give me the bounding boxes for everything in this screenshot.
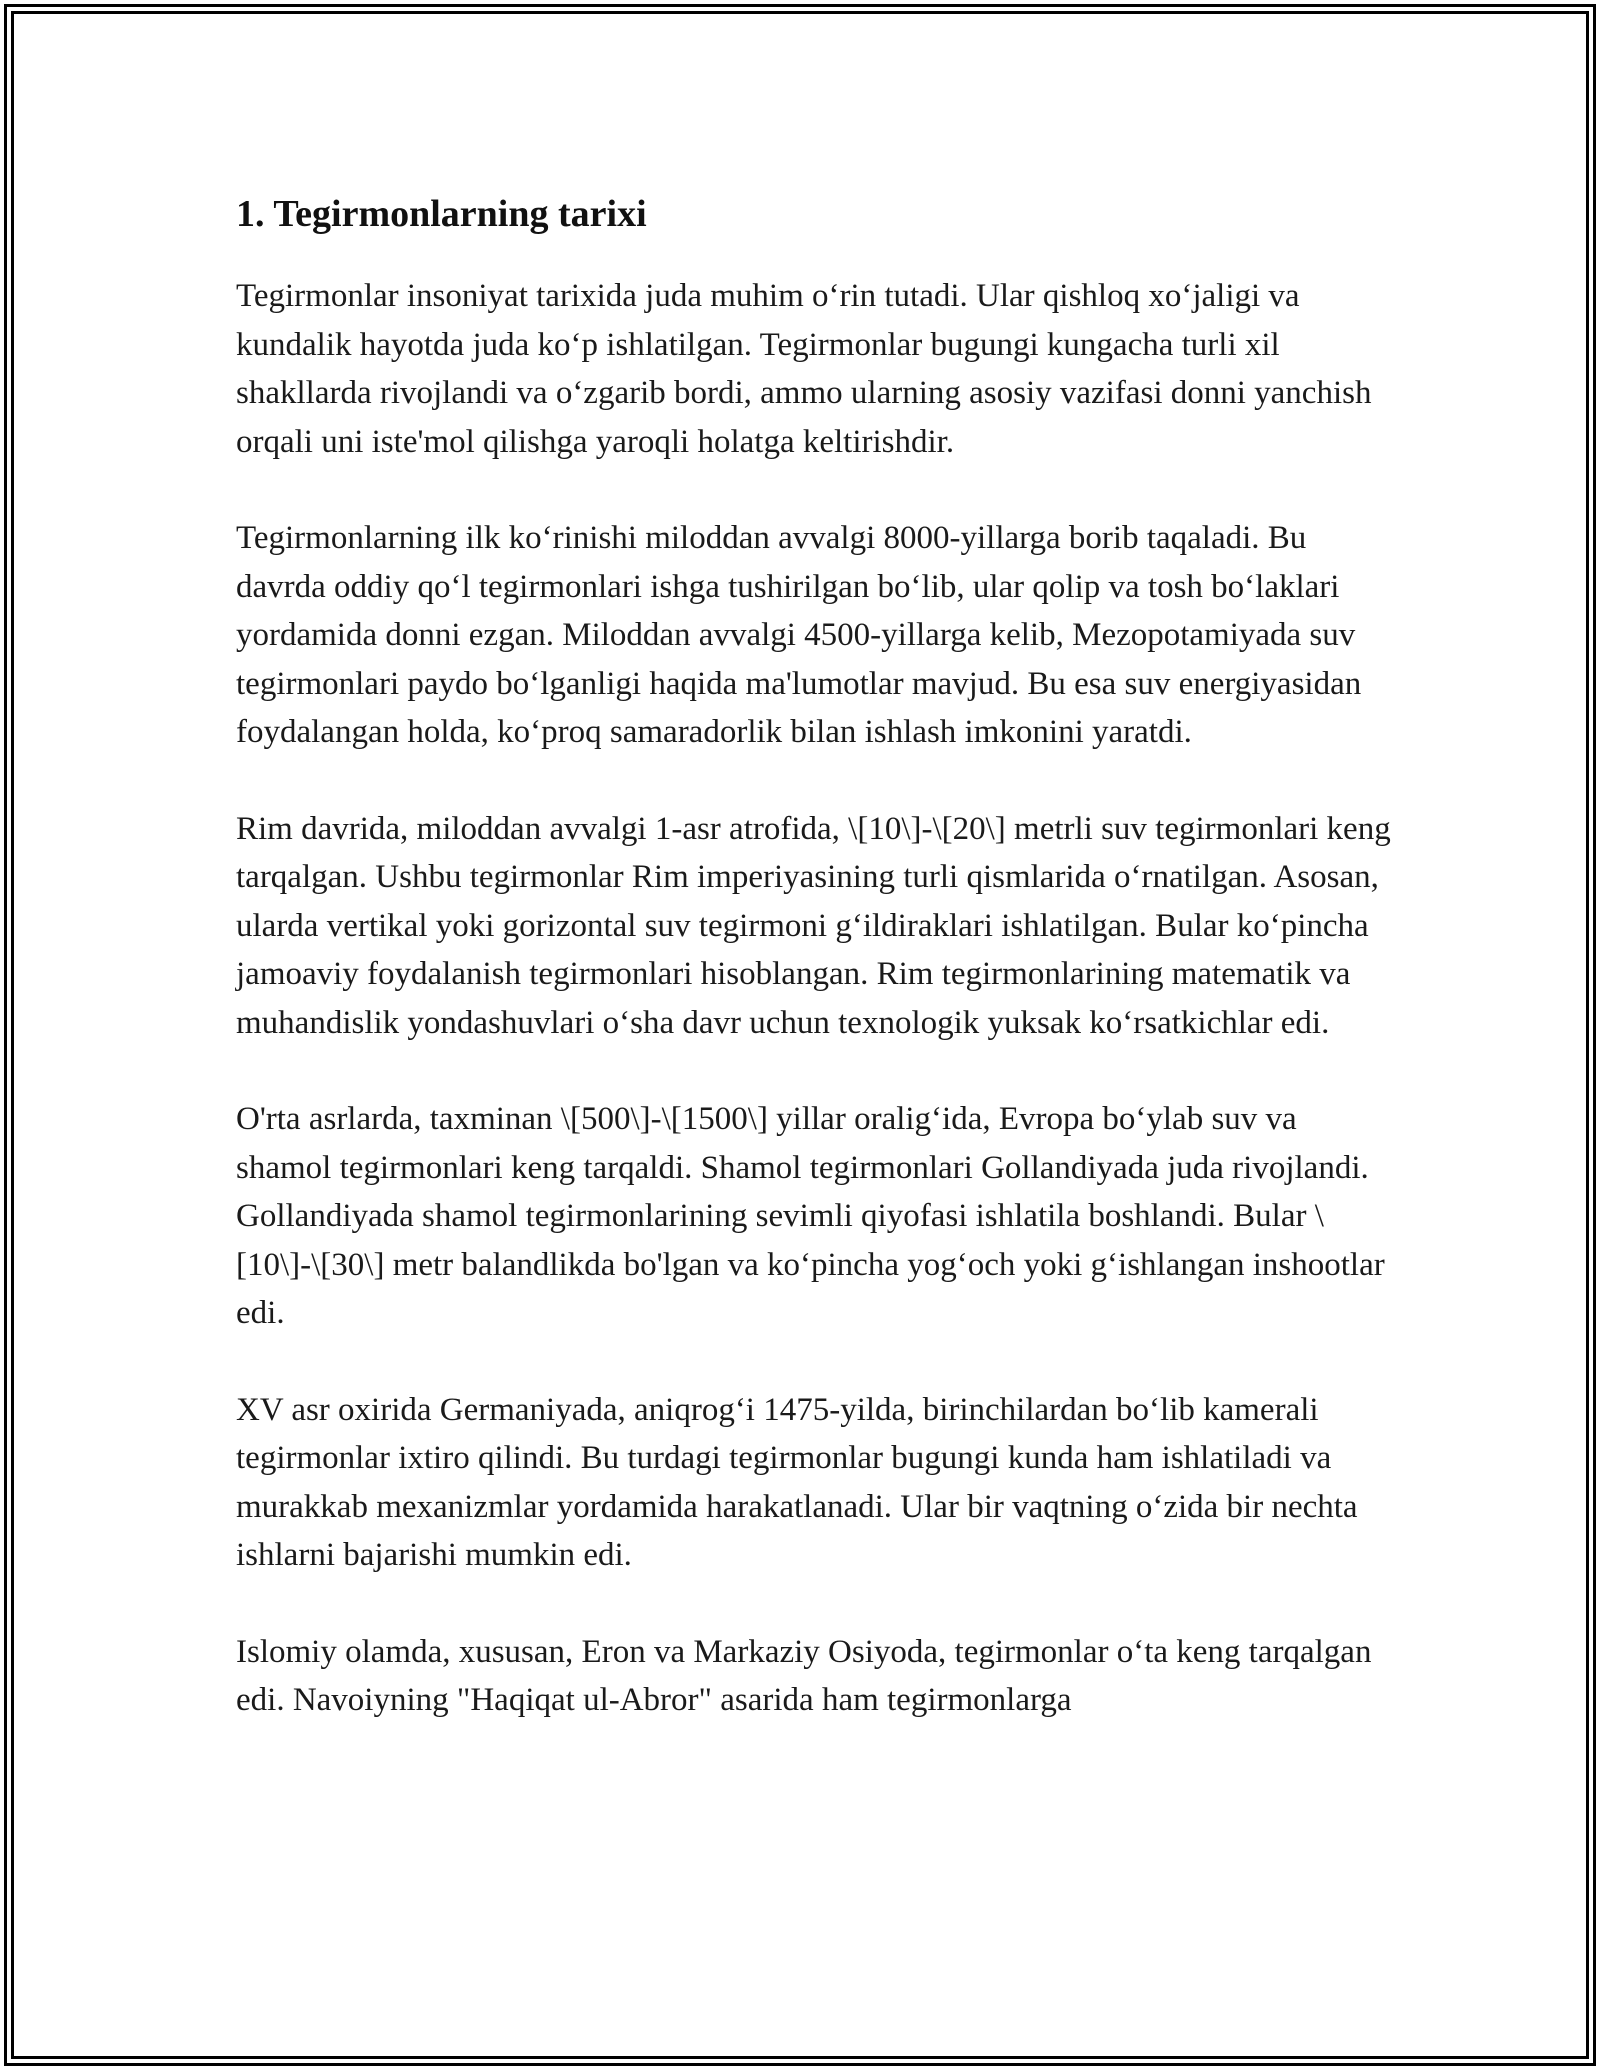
- paragraph-early-mills: Tegirmonlarning ilk ko‘rinishi miloddan avvalgi 8000-yillarga borib taqaladi. Bu davrda oddiy qo‘l tegirmonlari ishga tushirilgan bo‘lib, ular qolip va tosh bo‘laklari yordamida donni ezgan. Miloddan avvalgi 4500-yillarga kelib, Mezopotamiyada suv tegirmonlari paydo bo‘lganligi haqida ma'lumotlar mavjud. Bu esa suv energiyasidan foydalangan holda, ko‘proq samaradorlik bilan ishlash imkonini yaratdi.: [236, 520, 1362, 750]
- document-body: [236, 184, 1396, 1773]
- section-heading: 1. Tegirmonlarning tarixi: [236, 193, 647, 235]
- paragraph-middle-ages: O'rta asrlarda, taxminan \[500\]-\[1500\] yillar oralig‘ida, Evropa bo‘ylab suv va shamol tegirmonlari keng tarqaldi. Shamol tegirmonlari Gollandiyada juda rivojlandi. Gollandiyada shamol tegirmonlarining sevimli qiyofasi ishlatila boshlandi. Bular \[10\]-\[30\] metr balandlikda bo'lgan va ko‘pincha yog‘och yoki g‘ishlangan inshootlar edi.: [236, 1101, 1385, 1331]
- paragraph-islamic-world: Islomiy olamda, xususan, Eron va Markaziy Osiyoda, tegirmonlar o‘ta keng tarqalgan edi. Navoiyning "Haqiqat ul-Abror" asarida ham tegirmonlarga: [236, 1633, 1372, 1718]
- paragraph-germany: XV asr oxirida Germaniyada, aniqrog‘i 1475-yilda, birinchilardan bo‘lib kamerali tegirmonlar ixtiro qilindi. Bu turdagi tegirmonlar bugungi kunda ham ishlatiladi va murakkab mexanizmlar yordamida harakatlanadi. Ular bir vaqtning o‘zida bir nechta ishlarni bajarishi mumkin edi.: [236, 1391, 1358, 1573]
- paragraph-intro: Tegirmonlar insoniyat tarixida juda muhim o‘rin tutadi. Ular qishloq xo‘jaligi va kundalik hayotda juda ko‘p ishlatilgan. Tegirmonlar bugungi kungacha turli xil shakllarda rivojlandi va o‘zgarib bordi, ammo ularning asosiy vazifasi donni yanchish orqali uni iste'mol qilishga yaroqli holatga keltirishdir.: [236, 278, 1372, 460]
- paragraph-roman-era: Rim davrida, miloddan avvalgi 1-asr atrofida, \[10\]-\[20\] metrli suv tegirmonlari keng tarqalgan. Ushbu tegirmonlar Rim imperiyasining turli qismlarida o‘rnatilgan. Asosan, ularda vertikal yoki gorizontal suv tegirmoni g‘ildiraklari ishlatilgan. Bular ko‘pincha jamoaviy foydalanish tegirmonlari hisoblangan. Rim tegirmonlarining matematik va muhandislik yondashuvlari o‘sha davr uchun texnologik yuksak ko‘rsatkichlar edi.: [236, 810, 1391, 1041]
